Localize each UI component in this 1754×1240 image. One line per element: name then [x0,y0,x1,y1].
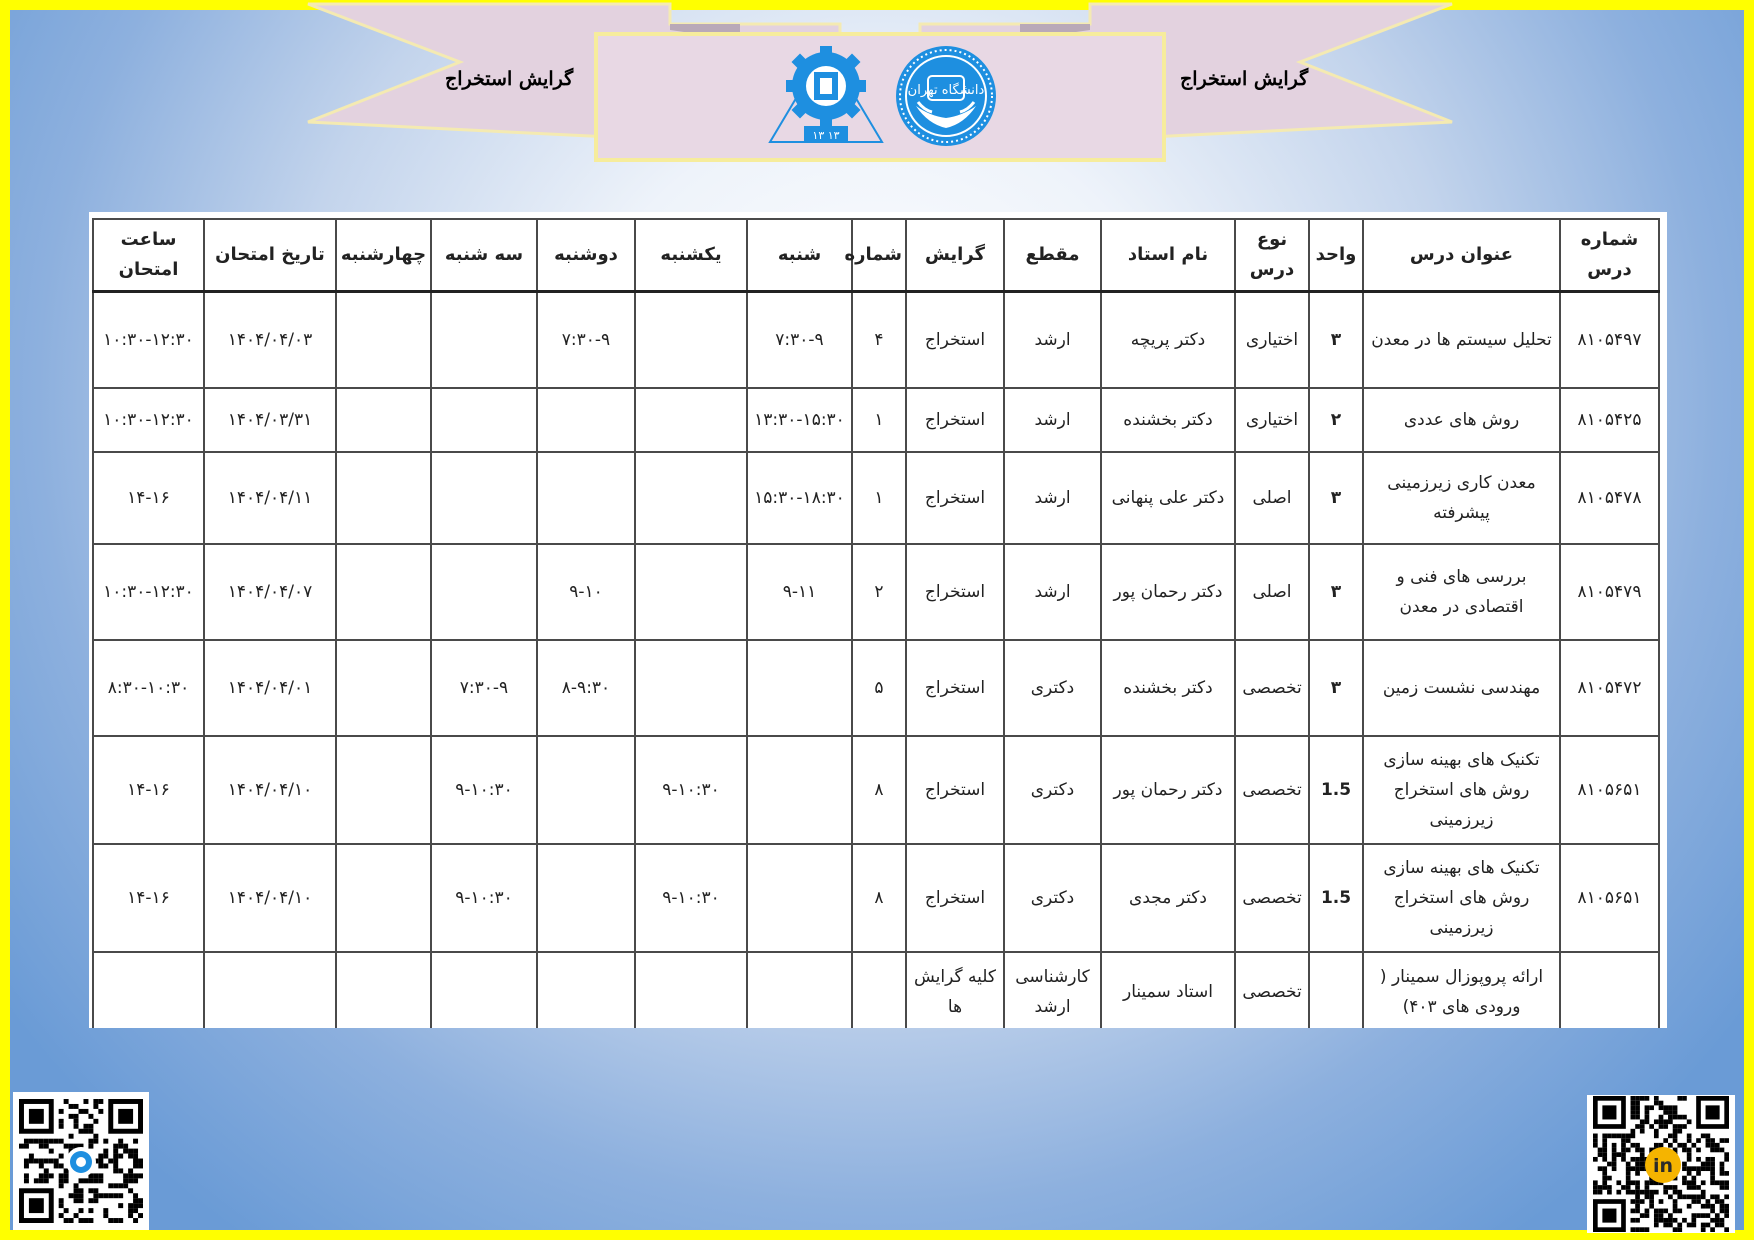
table-cell: ۱ [852,452,906,544]
table-cell: اختیاری [1235,292,1309,388]
table-cell [747,844,852,952]
qr-code-right [1587,1095,1735,1233]
column-header: نام استاد [1101,219,1235,292]
table-cell: ۷:۳۰-۹ [431,640,537,736]
table-cell [336,388,431,452]
table-cell: ۹-۱۰:۳۰ [635,736,747,844]
table-cell [431,452,537,544]
table-cell: ۸:۳۰-۱۰:۳۰ [93,640,204,736]
table-row [93,736,1659,844]
table-row [93,844,1659,952]
column-header: سه شنبه [431,219,537,292]
table-cell: ۱۰:۳۰-۱۲:۳۰ [93,292,204,388]
table-cell [635,292,747,388]
table-cell: تکنیک های بهینه سازی روش های استخراج زیرزمینی [1363,736,1560,844]
table-cell: تحلیل سیستم ها در معدن [1363,292,1560,388]
table-cell: استخراج [906,452,1004,544]
table-cell: استخراج [906,844,1004,952]
table-row [93,544,1659,640]
table-cell: استخراج [906,544,1004,640]
table-cell: ۸۱۰۵۶۵۱ [1560,736,1659,844]
table-cell: ۲ [1309,388,1363,452]
table-cell: دکتر رحمان پور [1101,736,1235,844]
table-cell [635,544,747,640]
table-cell [537,952,635,1029]
table-cell: ۱۴-۱۶ [93,844,204,952]
table-cell: ۸-۹:۳۰ [537,640,635,736]
faculty-of-engineering-logo [764,44,888,148]
table-cell [537,452,635,544]
banner-label-left: گرایش استخراج [445,68,574,90]
table-cell: ۱ [852,388,906,452]
table-cell: بررسی های فنی و اقتصادی در معدن [1363,544,1560,640]
table-cell: ۹-۱۰:۳۰ [635,844,747,952]
table-cell [336,736,431,844]
table-cell: اصلی [1235,452,1309,544]
table-cell: ۱۴-۱۶ [93,452,204,544]
svg-text:in: in [1652,1155,1674,1177]
table-row [93,292,1659,388]
column-header: گرایش [906,219,1004,292]
table-cell: ۳ [1309,292,1363,388]
table-cell: ۱۵:۳۰-۱۸:۳۰ [747,452,852,544]
table-cell: ۸۱۰۵۴۲۵ [1560,388,1659,452]
table-cell: ارشد [1004,544,1101,640]
column-header: نوع درس [1235,219,1309,292]
table-cell: ۳ [1309,640,1363,736]
table-cell [635,388,747,452]
table-cell: ۱۴۰۴/۰۴/۱۰ [204,736,336,844]
table-cell [431,292,537,388]
table-cell [336,292,431,388]
table-cell: اختیاری [1235,388,1309,452]
table-cell: ۵ [852,640,906,736]
table-cell: ۷:۳۰-۹ [537,292,635,388]
table-cell: ۱۴۰۴/۰۴/۰۷ [204,544,336,640]
column-header: واحد [1309,219,1363,292]
table-cell: ۱۰:۳۰-۱۲:۳۰ [93,388,204,452]
table-cell: ۱۴۰۴/۰۴/۰۱ [204,640,336,736]
table-cell: ۸۱۰۵۴۷۹ [1560,544,1659,640]
column-header: عنوان درس [1363,219,1560,292]
table-cell: دکتر مجدی [1101,844,1235,952]
table-cell [336,544,431,640]
table-cell: دکتر رحمان پور [1101,544,1235,640]
table-cell [537,388,635,452]
table-header-row [93,219,1659,292]
table-cell [336,452,431,544]
table-cell [747,736,852,844]
table-cell [431,388,537,452]
table-cell: ۱۴۰۴/۰۴/۱۰ [204,844,336,952]
table-cell: ۴ [852,292,906,388]
table-cell: ۱۴۰۴/۰۴/۱۱ [204,452,336,544]
table-cell: ۱۰:۳۰-۱۲:۳۰ [93,544,204,640]
table-cell [852,952,906,1029]
table-cell: تخصصی [1235,844,1309,952]
table-cell: ۹-۱۰ [537,544,635,640]
table-cell: ۸۱۰۵۶۵۱ [1560,844,1659,952]
column-header: شماره [852,219,906,292]
table-cell: دکتری [1004,736,1101,844]
table-cell: تخصصی [1235,736,1309,844]
table-cell [747,640,852,736]
table-row [93,452,1659,544]
table-cell: ۱۴۰۴/۰۴/۰۳ [204,292,336,388]
table-cell: استخراج [906,736,1004,844]
table-cell: استخراج [906,388,1004,452]
table-cell: تخصصی [1235,952,1309,1029]
table-cell: ۸ [852,844,906,952]
course-schedule-table [89,212,1667,1028]
column-header: تاریخ امتحان [204,219,336,292]
table-cell: کارشناسی ارشد [1004,952,1101,1029]
table-cell: دکتر بخشنده [1101,388,1235,452]
table-cell: ۳ [1309,544,1363,640]
table-cell: ۱۳:۳۰-۱۵:۳۰ [747,388,852,452]
table-cell: مهندسی نشست زمین [1363,640,1560,736]
table-cell: دکتری [1004,844,1101,952]
table-cell: ۳ [1309,452,1363,544]
table-cell: اصلی [1235,544,1309,640]
table-cell [537,844,635,952]
table-cell: 1.5 [1309,736,1363,844]
table-cell: ۸۱۰۵۴۷۲ [1560,640,1659,736]
table-cell: ۸۱۰۵۴۷۸ [1560,452,1659,544]
logo-university-text: دانشگاه تهران [907,83,985,98]
table-cell: استخراج [906,292,1004,388]
table-row [93,640,1659,736]
table-cell [431,952,537,1029]
table-cell: ۸۱۰۵۴۹۷ [1560,292,1659,388]
table-cell: روش های عددی [1363,388,1560,452]
column-header: یکشنبه [635,219,747,292]
table-cell: ارشد [1004,452,1101,544]
column-header: چهارشنبه [336,219,431,292]
table-cell: دکتر پریچه [1101,292,1235,388]
table-row [93,952,1659,1029]
table-body [93,292,1659,1029]
table-cell: کلیه گرایش ها [906,952,1004,1029]
table-cell [635,452,747,544]
table-cell [93,952,204,1029]
table-cell: ۷:۳۰-۹ [747,292,852,388]
table-cell [204,952,336,1029]
table-cell: ۸ [852,736,906,844]
table-cell: ۱۴۰۴/۰۳/۳۱ [204,388,336,452]
linkedin-icon [1645,1147,1681,1183]
table-cell: تکنیک های بهینه سازی روش های استخراج زیرزمینی [1363,844,1560,952]
schedule-table [92,218,1660,1028]
column-header: شنبه [747,219,852,292]
university-logo-icon [66,1147,96,1177]
table-row [93,388,1659,452]
table-cell: استخراج [906,640,1004,736]
table-cell: دکتر بخشنده [1101,640,1235,736]
table-cell [336,844,431,952]
column-header: مقطع [1004,219,1101,292]
qr-code-left [13,1092,149,1230]
banner-label-right: گرایش استخراج [1180,68,1309,90]
university-of-tehran-logo [888,44,1004,148]
column-header: ساعت امتحان [93,219,204,292]
table-cell: معدن کاری زیرزمینی پیشرفته [1363,452,1560,544]
table-cell [635,952,747,1029]
table-cell: استاد سمینار [1101,952,1235,1029]
table-cell: دکتر علی پنهانی [1101,452,1235,544]
table-cell: ۹-۱۰:۳۰ [431,736,537,844]
table-cell [537,736,635,844]
table-cell: ۹-۱۰:۳۰ [431,844,537,952]
table-cell: ارائه پروپوزال سمینار ( ورودی های ۴۰۳) [1363,952,1560,1029]
table-cell [1560,952,1659,1029]
table-cell: تخصصی [1235,640,1309,736]
table-cell: دکتری [1004,640,1101,736]
logo-engineering-numbers: ۱۳ ۱۳ [812,129,840,142]
table-cell [431,544,537,640]
table-cell [336,952,431,1029]
table-cell [1309,952,1363,1029]
column-header: شماره درس [1560,219,1659,292]
table-cell: ۹-۱۱ [747,544,852,640]
table-cell: 1.5 [1309,844,1363,952]
table-cell: ارشد [1004,292,1101,388]
table-header [93,219,1659,292]
table-cell: ارشد [1004,388,1101,452]
table-cell: ۲ [852,544,906,640]
table-cell [336,640,431,736]
column-header: دوشنبه [537,219,635,292]
table-cell: ۱۴-۱۶ [93,736,204,844]
table-cell [635,640,747,736]
table-cell [747,952,852,1029]
